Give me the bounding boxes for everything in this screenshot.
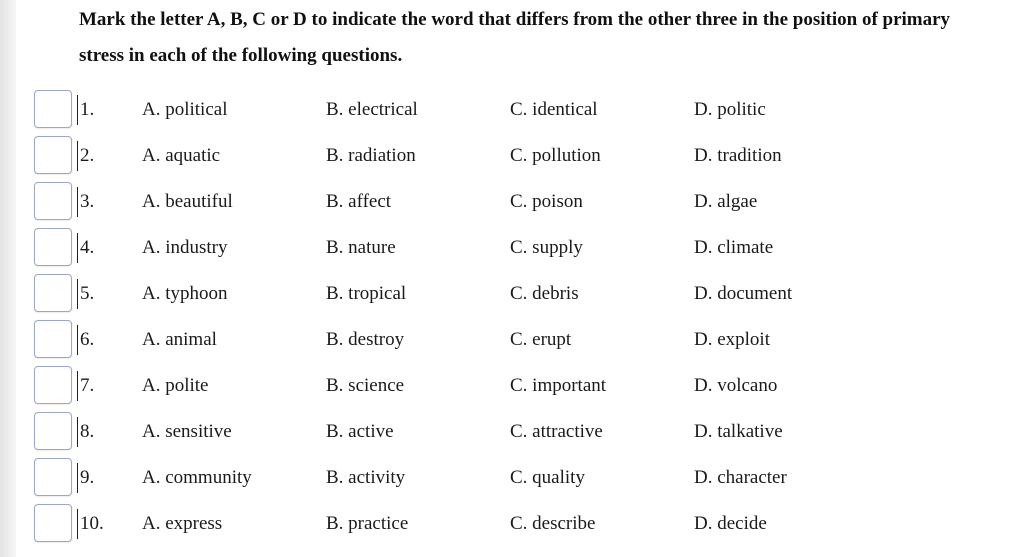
answer-box[interactable]: [34, 366, 72, 404]
question-number: 9.: [77, 463, 94, 493]
option-b: B. tropical: [326, 283, 407, 304]
answer-box[interactable]: [34, 412, 72, 450]
option-a: A. polite: [142, 375, 209, 396]
option-b: B. nature: [326, 237, 396, 258]
question-row: [0, 363, 1024, 409]
question-number: 5.: [77, 279, 94, 309]
option-c: C. identical: [510, 99, 598, 120]
option-c: C. quality: [510, 467, 585, 488]
option-d: D. character: [694, 467, 787, 488]
option-d: D. document: [694, 283, 793, 304]
option-c: C. erupt: [510, 329, 572, 350]
option-c: C. describe: [510, 513, 596, 534]
option-a: A. beautiful: [142, 191, 233, 212]
question-row: [0, 133, 1024, 179]
option-a: A. animal: [142, 329, 217, 350]
question-row: [0, 271, 1024, 317]
option-a: A. industry: [142, 237, 228, 258]
option-c: C. attractive: [510, 421, 603, 442]
option-d: D. exploit: [694, 329, 770, 350]
question-row: [0, 455, 1024, 501]
option-c: C. supply: [510, 237, 583, 258]
option-a: A. express: [142, 513, 223, 534]
answer-box[interactable]: [34, 228, 72, 266]
option-c: C. pollution: [510, 145, 601, 166]
option-d: D. volcano: [694, 375, 778, 396]
option-a: A. community: [142, 467, 252, 488]
option-a: A. aquatic: [142, 145, 221, 166]
question-number: 7.: [77, 371, 94, 401]
option-b: B. affect: [326, 191, 392, 212]
option-b: B. activity: [326, 467, 406, 488]
answer-box[interactable]: [34, 320, 72, 358]
option-b: B. practice: [326, 513, 409, 534]
answer-box[interactable]: [34, 504, 72, 542]
question-row: [0, 409, 1024, 455]
answer-box[interactable]: [34, 136, 72, 174]
question-row: [0, 179, 1024, 225]
question-number: 2.: [77, 141, 94, 171]
answer-box[interactable]: [34, 458, 72, 496]
option-d: D. talkative: [694, 421, 783, 442]
answer-box[interactable]: [34, 274, 72, 312]
question-row: [0, 501, 1024, 547]
question-number: 1.: [77, 95, 94, 125]
option-b: B. radiation: [326, 145, 416, 166]
option-b: B. destroy: [326, 329, 405, 350]
option-b: B. electrical: [326, 99, 418, 120]
option-b: B. science: [326, 375, 405, 396]
option-a: A. political: [142, 99, 228, 120]
option-d: D. climate: [694, 237, 774, 258]
option-d: D. tradition: [694, 145, 782, 166]
question-number: 3.: [77, 187, 94, 217]
option-c: C. debris: [510, 283, 579, 304]
option-b: B. active: [326, 421, 394, 442]
question-number: 8.: [77, 417, 94, 447]
question-number: 10.: [77, 509, 104, 539]
answer-box[interactable]: [34, 90, 72, 128]
option-d: D. politic: [694, 99, 766, 120]
question-number: 6.: [77, 325, 94, 355]
option-a: A. sensitive: [142, 421, 232, 442]
question-row: [0, 87, 1024, 133]
option-a: A. typhoon: [142, 283, 228, 304]
question-number: 4.: [77, 233, 94, 263]
option-c: C. poison: [510, 191, 583, 212]
option-d: D. algae: [694, 191, 758, 212]
question-row: [0, 225, 1024, 271]
option-c: C. important: [510, 375, 607, 396]
option-d: D. decide: [694, 513, 767, 534]
question-row: [0, 317, 1024, 363]
instruction-text: Mark the letter A, B, C or D to indicate the word that differs from the other three in the position of primary stress in each of the following questions.: [79, 9, 951, 66]
question-list: [0, 87, 1024, 547]
answer-box[interactable]: [34, 182, 72, 220]
